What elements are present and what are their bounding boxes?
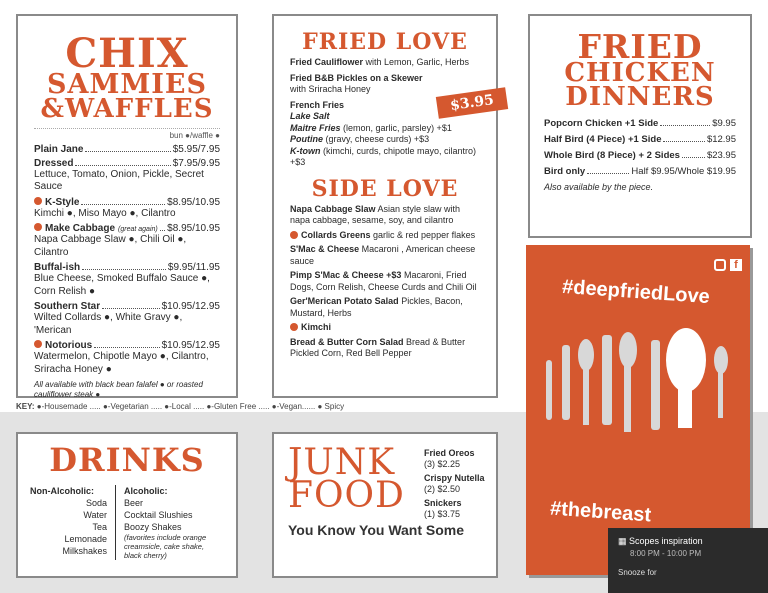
dinner-item-price: $9.95 [712, 118, 736, 130]
chix-item-price: $8.95/10.95 [167, 223, 220, 235]
fried-love-line [290, 134, 480, 146]
chix-item-price: $8.95/10.95 [167, 196, 220, 208]
dinner-item-name: Bird only [544, 166, 586, 178]
junk-item-desc: (3) $2.25 [424, 459, 461, 469]
chix-title-1: CHIX [65, 30, 189, 77]
fried-love-line [290, 73, 480, 85]
non-alcoholic-item: Milkshakes [62, 546, 107, 557]
snooze-label[interactable]: Snooze for [618, 568, 657, 577]
junk-item [424, 448, 485, 470]
fried-love-item-name: French Fries [290, 99, 345, 110]
fried-love-item-desc: (kimchi, curds, chipotle mayo, cilantro) +$3 [290, 145, 477, 168]
leader-dots [102, 308, 159, 309]
chix-item [34, 262, 220, 298]
junk-item-desc: (1) $3.75 [424, 509, 461, 519]
side-love-item [290, 244, 480, 267]
key-label: KEY: [16, 402, 35, 411]
chix-item-price-line [34, 223, 220, 234]
chix-item-price: $10.95/12.95 [161, 301, 220, 313]
side-love-item [290, 337, 480, 360]
side-love-item-name: Ger'Merican Potato Salad [290, 296, 399, 307]
chix-title-2: SAMMIES [47, 68, 207, 100]
side-love-item-name: Bread & Butter Corn Salad [290, 336, 404, 347]
chix-item-extra: (great again) [118, 226, 158, 234]
chix-item [34, 158, 220, 194]
fried-love-line [290, 57, 480, 69]
side-love-item-desc: Asian style slaw with napa cabbage, sesame, soy, and cilantro [290, 203, 461, 226]
dinner-item-name: Half Bird (4 Piece) +1 Side [544, 134, 662, 146]
spicy-icon [34, 197, 42, 205]
side-love-item-desc: Pickles, Bacon, Mustard, Herbs [290, 296, 463, 318]
side-love-item-desc: Macaroni , American cheese sauce [290, 244, 476, 266]
dinners-title-3: DINNERS [565, 82, 715, 113]
instagram-icon[interactable] [714, 259, 726, 271]
spicy-icon [290, 231, 298, 239]
leader-dots [82, 269, 166, 270]
chix-item-name: Southern Star [34, 301, 101, 313]
chix-item-name: Buffal-ish [34, 262, 81, 274]
alcoholic-item: Cocktail Slushies [124, 510, 193, 521]
alcoholic-item: Boozy Shakes [124, 522, 182, 533]
leader-dots [587, 173, 629, 174]
chix-item-name: Plain Jane [34, 143, 84, 155]
leader-dots [94, 347, 159, 348]
hashtag-bottom: #thebreast [549, 497, 652, 527]
spicy-icon [290, 323, 298, 331]
alcoholic-note: (favorites include orange creamsicle, cake shake, black cherry) [124, 533, 207, 561]
chix-item-desc: Kimchi ●, Miso Mayo ●, Cilantro [34, 207, 176, 219]
hashtag-top: #deepfriedLove [561, 275, 711, 309]
utensils-heart-graphic [526, 320, 750, 480]
dinner-item-price: $12.95 [706, 134, 736, 146]
chix-panel [16, 14, 238, 398]
fried-love-line [290, 123, 480, 135]
drinks-panel [16, 432, 238, 578]
facebook-icon[interactable]: f [730, 259, 742, 271]
side-love-title: SIDE LOVE [311, 175, 459, 202]
junk-item-name: Fried Oreos [424, 448, 475, 458]
chix-item [34, 197, 220, 221]
chix-item-name: Dressed [34, 157, 74, 169]
side-love-item [290, 270, 480, 293]
chix-item-name: Make Cabbage [45, 223, 116, 235]
chix-item-price-line [34, 144, 220, 155]
junk-item-name: Crispy Nutella [424, 473, 485, 483]
drinks-columns [30, 485, 224, 560]
toast-time: 8:00 PM - 10:00 PM [630, 549, 702, 558]
alcoholic-column [116, 485, 220, 560]
fried-love-item-name: K-town [290, 145, 321, 156]
fried-love-item-desc: (lemon, garlic, parsley) +$1 [340, 122, 452, 133]
key-text: ●-Housemade ..... ●-Vegetarian ..... ●-Local ..... ●-Gluten Free ..... ●-Vegan...... ● Spicy [36, 402, 345, 411]
fried-love-item-desc: Lake Salt [290, 111, 330, 122]
chix-item-price: $5.95/7.95 [172, 143, 220, 155]
alcoholic-item: Beer [124, 498, 144, 509]
junk-item-name: Snickers [424, 498, 462, 508]
chix-item [34, 301, 220, 337]
chix-item-desc: Watermelon, Chipotle Mayo ●, Cilantro, Sriracha Honey ● [34, 351, 209, 375]
chix-item-price-line [34, 301, 220, 312]
side-love-item-desc: Bread & Butter Pickled Corn, Red Bell Pepper [290, 336, 466, 359]
dinner-item-price: Half $9.95/Whole $19.95 [631, 166, 736, 178]
chix-title-3: &WAFFLES [40, 93, 214, 124]
side-love-item [290, 322, 480, 334]
spicy-icon [34, 223, 42, 231]
leader-dots [85, 151, 170, 152]
chix-item-desc: Napa Cabbage Slaw ●, Chili Oil ●, Cilantro [34, 234, 187, 258]
calendar-icon: ▦ [618, 536, 627, 546]
fried-love-item-desc: with Lemon, Garlic, Herbs [363, 57, 470, 68]
alcoholic-list [124, 497, 220, 533]
dinner-item-name: Whole Bird (8 Piece) + 2 Sides [544, 150, 680, 162]
fried-love-item-name: Fried Cauliflower [290, 57, 364, 68]
fried-love-line [290, 146, 480, 169]
notification-toast[interactable] [608, 528, 768, 593]
junk-list [424, 448, 485, 523]
chix-item [34, 340, 220, 376]
price-tag: $3.95 [436, 87, 508, 119]
side-love-item [290, 296, 480, 319]
fried-love-item-name: Fried B&B Pickles on a Skewer [290, 72, 423, 83]
non-alcoholic-column [30, 485, 116, 560]
spicy-icon [34, 340, 42, 348]
junk-item [424, 473, 485, 495]
chix-note: All available with black bean falafel ● or roasted cauliflower steak ● [34, 380, 203, 400]
junk-panel [272, 432, 498, 578]
leader-dots [160, 230, 165, 231]
chix-item-desc: Wilted Collards ●, White Gravy ●, 'Merican [34, 312, 183, 336]
non-alcoholic-item: Water [83, 510, 107, 521]
side-love-item-name: Collards Greens [301, 229, 371, 240]
dinner-item [544, 150, 736, 161]
chix-item-price-line [34, 197, 220, 208]
junk-title-2: FOOD [288, 475, 405, 517]
side-love-item-name: Kimchi [301, 322, 332, 333]
side-love-item-name: Pimp S'Mac & Cheese +$3 [290, 270, 402, 281]
chix-item-price: $7.95/9.95 [172, 157, 220, 169]
junk-title-1: JUNK [288, 442, 396, 483]
leader-dots [663, 141, 704, 142]
side-love-item-name: S'Mac & Cheese [290, 244, 360, 255]
leader-dots [75, 165, 170, 166]
non-alcoholic-item: Tea [92, 522, 107, 533]
dinner-item [544, 166, 736, 177]
side-love-item [290, 204, 480, 227]
side-love-item [290, 230, 480, 242]
chix-item [34, 144, 220, 155]
side-love-item-desc: Macaroni, Fried Dogs, Corn Relish, Cheese Curds and Chili Oil [290, 270, 477, 292]
dinner-item-price: $23.95 [706, 150, 736, 162]
alcoholic-label: Alcoholic: [124, 486, 168, 497]
junk-item-desc: (2) $2.50 [424, 484, 461, 494]
fried-love-item-name: Maitre Fries [290, 122, 341, 133]
dinners-title-2: CHICKEN [564, 58, 716, 89]
promo-panel [526, 245, 750, 575]
chix-item-price: $10.95/12.95 [161, 340, 220, 352]
non-alcoholic-list [30, 497, 107, 557]
drinks-title: DRINKS [49, 441, 205, 479]
chix-item-price-line [34, 158, 220, 169]
toast-title: Scopes inspiration [629, 536, 703, 546]
chix-item-desc: Lettuce, Tomato, Onion, Pickle, Secret Sauce [34, 168, 204, 193]
chix-item [34, 223, 220, 259]
non-alcoholic-label: Non-Alcoholic: [30, 486, 94, 497]
non-alcoholic-item: Soda [85, 498, 107, 509]
chix-item-name: Notorious [45, 340, 93, 352]
leader-dots [660, 125, 710, 126]
junk-tagline: You Know You Want Some [288, 522, 465, 539]
chix-item-price: $9.95/11.95 [167, 262, 220, 274]
chix-sub: bun ●/waffle ● [34, 128, 220, 140]
dinners-panel [528, 14, 752, 238]
dinner-list [544, 118, 736, 177]
dinners-title-1: FRIED [577, 27, 703, 66]
chix-item-desc: Blue Cheese, Smoked Buffalo Sauce ●, Corn Relish ● [34, 273, 210, 297]
side-love-item-desc: garlic & red pepper flakes [370, 229, 476, 240]
chix-item-price-line [34, 262, 220, 273]
fried-love-item-desc: (gravy, cheese curds) +$3 [323, 134, 430, 145]
fried-love-item-desc: with Sriracha Honey [290, 84, 371, 95]
fried-love-title: FRIED LOVE [302, 29, 468, 55]
dinners-note: Also available by the piece. [544, 182, 654, 193]
side-love-list [290, 204, 480, 360]
junk-item [424, 498, 485, 520]
chix-item-price-line [34, 340, 220, 351]
love-panel [272, 14, 498, 398]
dinner-item [544, 118, 736, 129]
chix-item-name: K-Style [45, 196, 80, 208]
dinner-item-name: Popcorn Chicken +1 Side [544, 118, 659, 130]
side-love-item-name: Napa Cabbage Slaw [290, 203, 376, 214]
fried-love-item-name: Poutine [290, 134, 323, 145]
chix-item-list [34, 144, 220, 377]
dinner-item [544, 134, 736, 145]
leader-dots [682, 157, 705, 158]
leader-dots [81, 204, 165, 205]
non-alcoholic-item: Lemonade [64, 534, 107, 545]
key-legend [16, 402, 344, 411]
